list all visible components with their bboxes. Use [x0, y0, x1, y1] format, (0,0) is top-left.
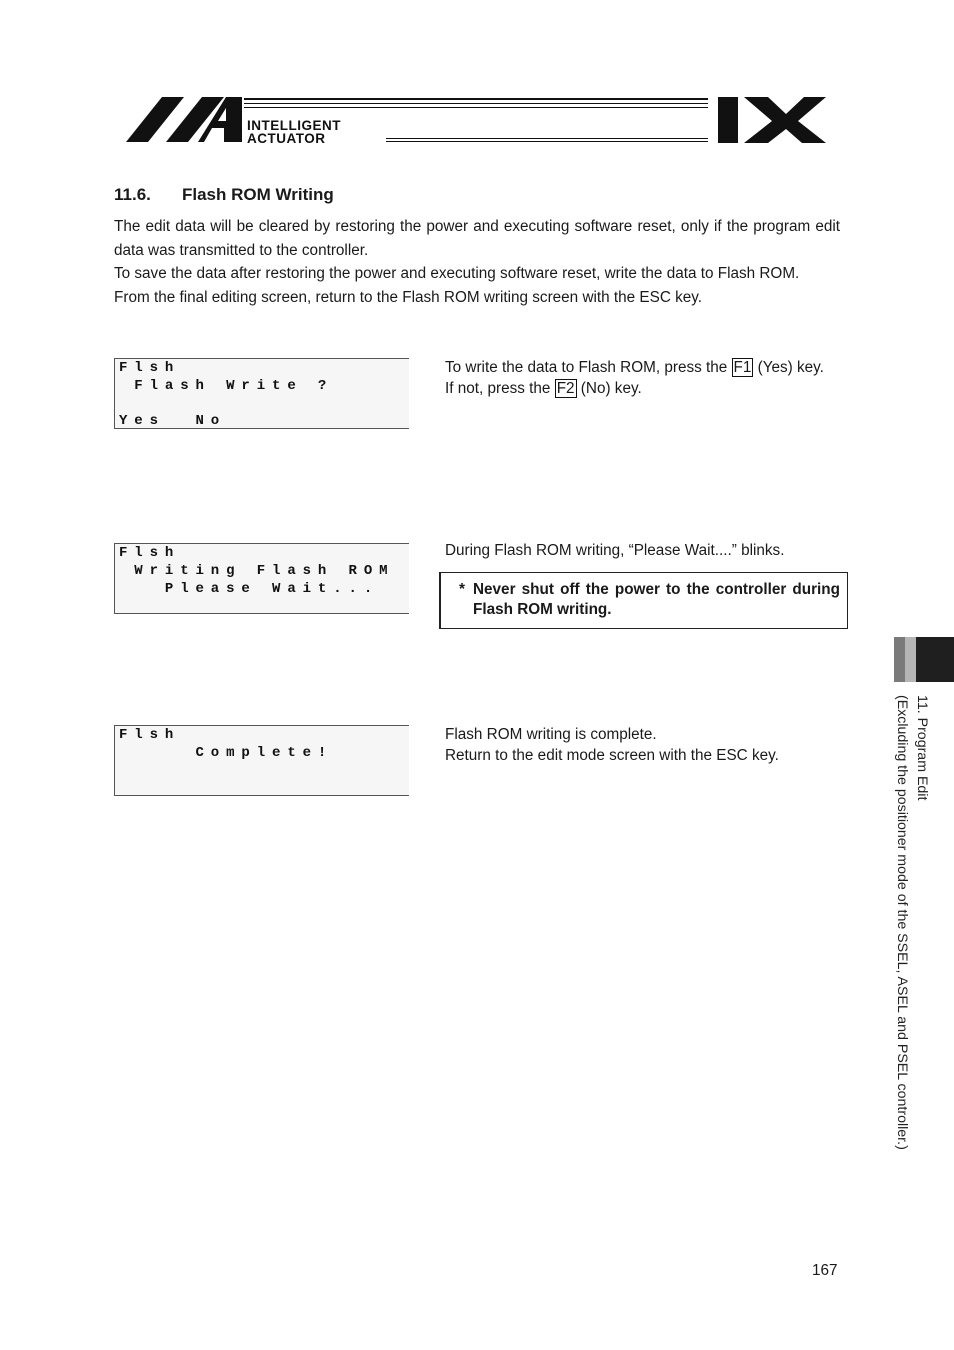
chapter-subtitle: (Excluding the positioner mode of the SSEL, ASEL and PSEL controller.) [894, 695, 911, 1150]
warning-asterisk: * [459, 581, 465, 598]
side-tab-stripe [894, 637, 905, 682]
step1-text: (Yes) key. [753, 359, 824, 376]
lcd-line: Flsh [119, 727, 181, 743]
section-heading [114, 184, 334, 206]
lcd-screen-complete [114, 725, 409, 796]
lcd-line: Flash Write ? [119, 378, 334, 394]
lcd-screen-writing [114, 543, 409, 614]
logo-brand-line2: ACTUATOR [247, 131, 326, 146]
intro-paragraph: To save the data after restoring the power and executing software reset, write the data to Flash ROM. [114, 265, 800, 283]
f1-key: F1 [733, 359, 752, 376]
warning-text: Never shut off the power to the controller during Flash ROM writing. [473, 581, 840, 618]
step1-text: (No) key. [576, 379, 642, 397]
intro-paragraph: The edit data will be cleared by restoring the power and executing software reset, only if the program edit data was transmitted to the controller. [114, 218, 840, 259]
step1-text: To write the data to Flash ROM, press the [445, 359, 732, 376]
step3-line2: Return to the edit mode screen with the ESC key. [445, 746, 779, 764]
intro-paragraph: From the final editing screen, return to the Flash ROM writing screen with the ESC key. [114, 289, 703, 307]
chapter-side-label [892, 695, 931, 1150]
logo-brand-line1: INTELLIGENT [247, 118, 341, 133]
step1-description [445, 358, 840, 399]
page-number: 167 [812, 1262, 838, 1279]
step3-description [445, 725, 840, 766]
lcd-line: Flsh [119, 545, 181, 561]
side-tab-block [916, 637, 954, 682]
intro-text [114, 215, 840, 310]
step1-text: If not, press the [445, 379, 555, 397]
lcd-line: Writing Flash ROM [119, 563, 395, 579]
section-number: 11.6. [114, 185, 151, 204]
step2-text: During Flash ROM writing, “Please Wait....” blinks. [445, 542, 785, 559]
intelligent-actuator-logo [126, 94, 831, 148]
lcd-line: Please Wait... [119, 581, 380, 597]
lcd-line: Flsh [119, 360, 181, 376]
step3-line1: Flash ROM writing is complete. [445, 726, 657, 743]
lcd-line: Yes No [119, 413, 227, 429]
lcd-line: Complete! [119, 745, 334, 761]
f2-key: F2 [556, 379, 575, 397]
step1-yes-instruction [445, 358, 840, 379]
lcd-screen-flash-write [114, 358, 409, 429]
side-tab-stripe [905, 637, 916, 682]
step1-no-instruction [445, 379, 840, 400]
chapter-title: 11. Program Edit [914, 695, 930, 801]
section-title: Flash ROM Writing [182, 185, 334, 204]
step2-description [445, 541, 840, 562]
